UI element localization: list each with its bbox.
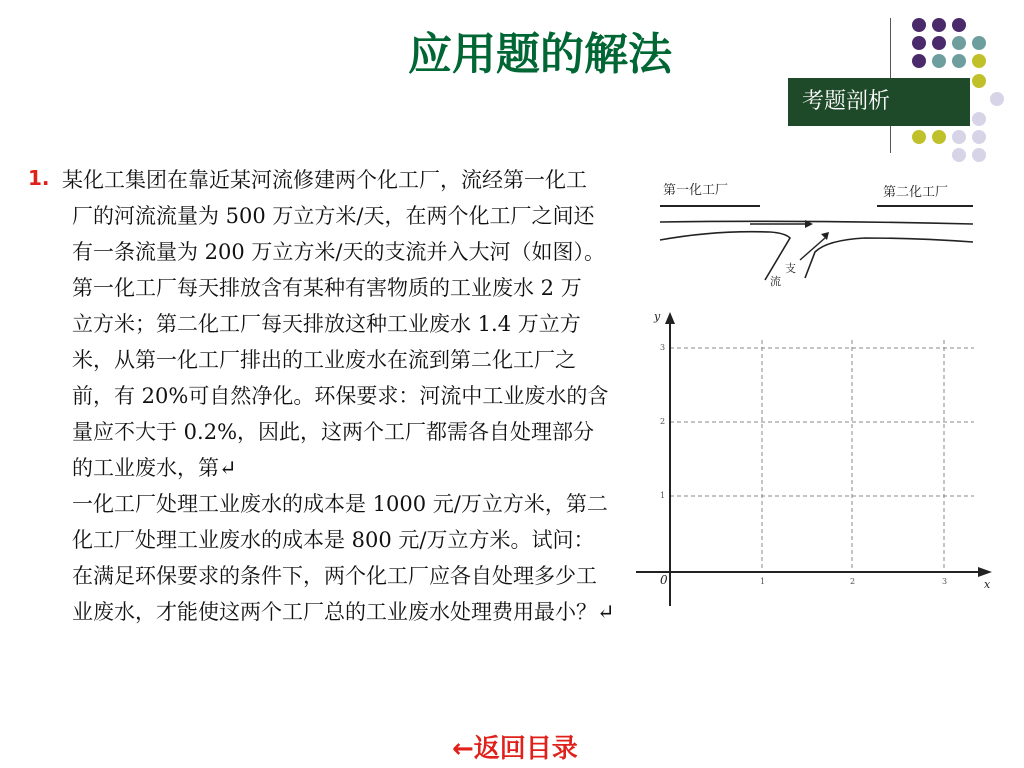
question-line: 立方米；第二化工厂每天排放这种工业废水 1.4 万立方 — [72, 312, 581, 336]
river-bank-upper — [660, 221, 973, 224]
x-tick-label: 1 — [760, 577, 766, 586]
y-tick-label: 3 — [660, 343, 666, 352]
question-line: 量应不大于 0.2%，因此，这两个工厂都需各自处理部分 — [72, 420, 595, 444]
x-tick-label: 3 — [942, 577, 948, 586]
decor-dot — [952, 130, 966, 144]
question-number: 1. — [28, 166, 50, 190]
question-line: 在满足环保要求的条件下，两个化工厂应各自处理多少工 — [72, 564, 597, 588]
question-line: 化工厂处理工业废水的成本是 800 元/万立方米。试问： — [72, 528, 595, 552]
coordinate-grid — [636, 306, 996, 616]
origin-label: 0 — [660, 573, 668, 587]
question-line: 第一化工厂每天排放含有某种有害物质的工业废水 2 万 — [72, 276, 582, 300]
decor-dot — [932, 130, 946, 144]
decor-dot — [952, 148, 966, 162]
question-line: 的工业废水，第↵ — [72, 456, 237, 480]
factory2-label: 第二化工厂 — [883, 185, 949, 200]
decor-dot — [952, 18, 966, 32]
section-tag: 考题剖析 — [788, 78, 970, 126]
x-axis-arrow — [978, 567, 992, 577]
decor-dot — [972, 74, 986, 88]
decor-dot — [972, 148, 986, 162]
question-line: 业废水，才能使这两个工厂总的工业废水处理费用最小？↵ — [72, 600, 615, 624]
question-line: 前，有 20%可自然净化。环保要求：河流中工业废水的含 — [72, 384, 609, 408]
y-axis-label: y — [654, 310, 661, 323]
branch-label-liu: 流 — [770, 275, 781, 288]
y-tick-label: 2 — [660, 417, 666, 426]
y-axis-arrow — [665, 312, 675, 324]
decor-dot — [912, 36, 926, 50]
decor-dot — [952, 54, 966, 68]
decor-dot — [972, 112, 986, 126]
decor-dot — [912, 130, 926, 144]
question-line: 某化工集团在靠近某河流修建两个化工厂，流经第一化工 — [62, 168, 587, 192]
question-line: 厂的河流流量为 500 万立方米/天，在两个化工厂之间还 — [72, 204, 595, 228]
decor-dot — [972, 54, 986, 68]
grid-lines — [670, 340, 974, 572]
x-tick-label: 2 — [850, 577, 856, 586]
decor-dot — [972, 130, 986, 144]
river-bank-lower-left — [660, 232, 790, 280]
river-bank-lower-right — [805, 238, 973, 278]
decor-dot — [972, 36, 986, 50]
question-line: 有一条流量为 200 万立方米/天的支流并入大河（如图）。 — [72, 240, 606, 264]
back-to-contents-link[interactable]: ←返回目录 — [452, 734, 578, 764]
factory1-label: 第一化工厂 — [663, 183, 729, 198]
question-line: 一化工厂处理工业废水的成本是 1000 元/万立方米，第二 — [72, 492, 608, 516]
x-axis-label: x — [984, 578, 991, 591]
question-line: 米，从第一化工厂排出的工业废水在流到第二化工厂之 — [72, 348, 576, 372]
page-title: 应用题的解法 — [408, 29, 672, 80]
decor-dot — [912, 18, 926, 32]
decor-dot — [932, 54, 946, 68]
decor-dot — [932, 18, 946, 32]
decor-dot — [990, 92, 1004, 106]
branch-label-zhi: 支 — [785, 262, 796, 275]
decor-dot — [912, 54, 926, 68]
decor-dot — [952, 36, 966, 50]
river-diagram — [655, 180, 980, 295]
decor-dot — [932, 36, 946, 50]
y-tick-label: 1 — [660, 491, 666, 500]
